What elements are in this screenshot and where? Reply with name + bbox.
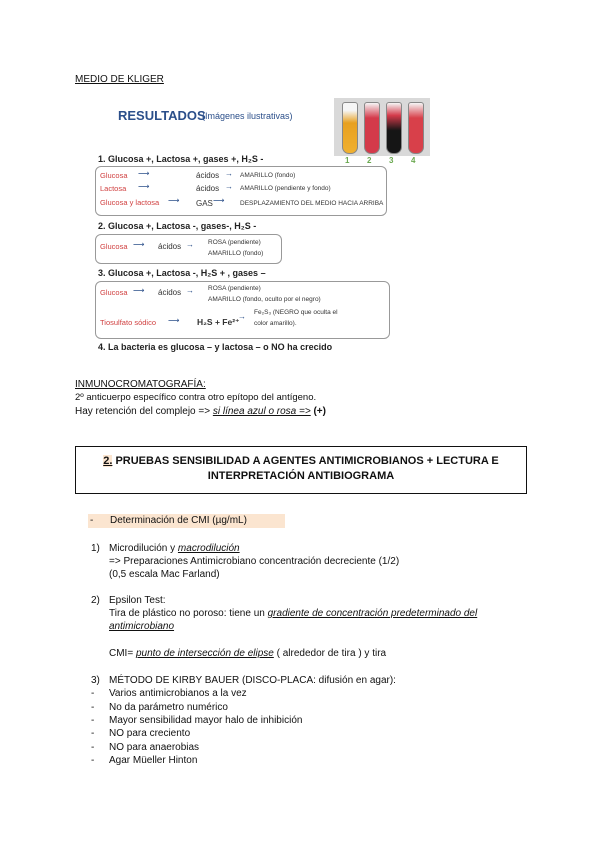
- r3-label-1: Glucosa: [100, 288, 128, 297]
- item-3-bullet: Agar Müeller Hinton: [109, 755, 198, 766]
- figure-subtitle: (Imágenes ilustrativas): [202, 111, 293, 121]
- tube-number-3: 3: [389, 156, 394, 165]
- item-1-number: 1): [91, 543, 100, 554]
- r1-mid-3: GAS: [196, 199, 213, 208]
- item-3-bullet: Mayor sensibilidad mayor halo de inhibición: [109, 715, 303, 726]
- r1-desc-3: DESPLAZAMIENTO DEL MEDIO HACIA ARRIBA: [240, 200, 384, 207]
- tubes-photo: [334, 98, 430, 156]
- cmi-text: Determinación de CMI (µg/mL): [110, 515, 247, 526]
- tube-3: [386, 102, 402, 154]
- r2-mid: ácidos: [158, 242, 182, 251]
- item-3-number: 3): [91, 675, 100, 686]
- tube-number-2: 2: [367, 156, 372, 165]
- item-2-cmi: CMI= punto de intersección de elipse ( alrededor de tira ) y tira: [109, 648, 387, 659]
- item-3-bullet: No da parámetro numérico: [109, 702, 228, 713]
- result-2-heading: 2. Glucosa +, Lactosa -, gases-, H₂S -: [98, 221, 257, 231]
- inmuno-emphasis: si línea azul o rosa =>: [212, 406, 311, 417]
- kligler-title: MEDIO DE KLIGER: [75, 74, 164, 85]
- item-2-line-2: Tira de plástico no poroso: tiene un gradiente de concentración predeterminado del: [109, 608, 478, 619]
- section-2-title: 2. PRUEBAS SENSIBILIDAD A AGENTES ANTIMICROBIANOS + LECTURA E INTERPRETACIÓN ANTIBIOGRAMA: [103, 455, 499, 482]
- item-2-number: 2): [91, 595, 100, 606]
- figure-title: RESULTADOS: [118, 108, 206, 123]
- result-1-heading: 1. Glucosa +, Lactosa +, gases +, H₂S -: [98, 154, 264, 164]
- r2-label: Glucosa: [100, 242, 128, 251]
- item-2-line-3: antimicrobiano: [109, 621, 175, 632]
- item-1-line-2: => Preparaciones Antimicrobiano concentración decreciente (1/2): [109, 556, 400, 567]
- section-number: 2.: [103, 455, 113, 467]
- item-3-title: MÉTODO DE KIRBY BAUER (DISCO-PLACA: difusión en agar):: [109, 675, 396, 686]
- r3-desc-2: AMARILLO (fondo, oculto por el negro): [208, 296, 321, 303]
- result-3-heading: 3. Glucosa +, Lactosa -, H₂S + , gases –: [98, 268, 266, 278]
- r3-desc-3: Fe₂S₃ (NEGRO que oculta el: [254, 309, 338, 316]
- tube-1: [342, 102, 358, 154]
- r1-mid-1: ácidos: [196, 171, 220, 180]
- result-4-heading: 4. La bacteria es glucosa – y lactosa – o NO ha crecido: [98, 342, 333, 352]
- item-1-line-3: (0,5 escala Mac Farland): [109, 569, 220, 580]
- r3-desc-4: color amarillo).: [254, 320, 297, 327]
- inmuno-line-2: Hay retención del complejo => si línea azul o rosa => (+): [75, 406, 326, 417]
- r1-label-1: Glucosa: [100, 171, 128, 180]
- r3-label-2: Tiosulfato sódico: [100, 318, 157, 327]
- r1-desc-2: AMARILLO (pendiente y fondo): [240, 185, 331, 192]
- r3-mid-1: ácidos: [158, 288, 182, 297]
- r2-desc-1: ROSA (pendiente): [208, 239, 261, 246]
- r1-label-2: Lactosa: [100, 184, 127, 193]
- tube-2: [364, 102, 380, 154]
- item-1-title: Microdilución y macrodilución: [109, 543, 240, 554]
- item-3-bullet: NO para anaerobias: [109, 742, 200, 753]
- r3-desc-1: ROSA (pendiente): [208, 285, 261, 292]
- inmuno-line-1: 2º anticuerpo específico contra otro epítopo del antígeno.: [75, 392, 317, 403]
- r1-mid-2: ácidos: [196, 184, 220, 193]
- tube-number-4: 4: [411, 156, 416, 165]
- tube-4: [408, 102, 424, 154]
- r2-desc-2: AMARILLO (fondo): [208, 250, 264, 257]
- item-2-title: Epsilon Test:: [109, 595, 166, 606]
- inmuno-title: INMUNOCROMATOGRAFÍA:: [75, 379, 206, 390]
- cmi-bullet: -: [90, 515, 94, 526]
- item-3-bullet: Varios antimicrobianos a la vez: [109, 688, 247, 699]
- r3-mid-2: H₂S + Fe²⁺: [197, 317, 240, 327]
- tube-number-1: 1: [345, 156, 350, 165]
- section-2-box: [75, 446, 527, 494]
- r1-desc-1: AMARILLO (fondo): [240, 172, 296, 179]
- item-3-bullet: NO para creciento: [109, 728, 191, 739]
- r1-label-3: Glucosa y lactosa: [100, 198, 160, 207]
